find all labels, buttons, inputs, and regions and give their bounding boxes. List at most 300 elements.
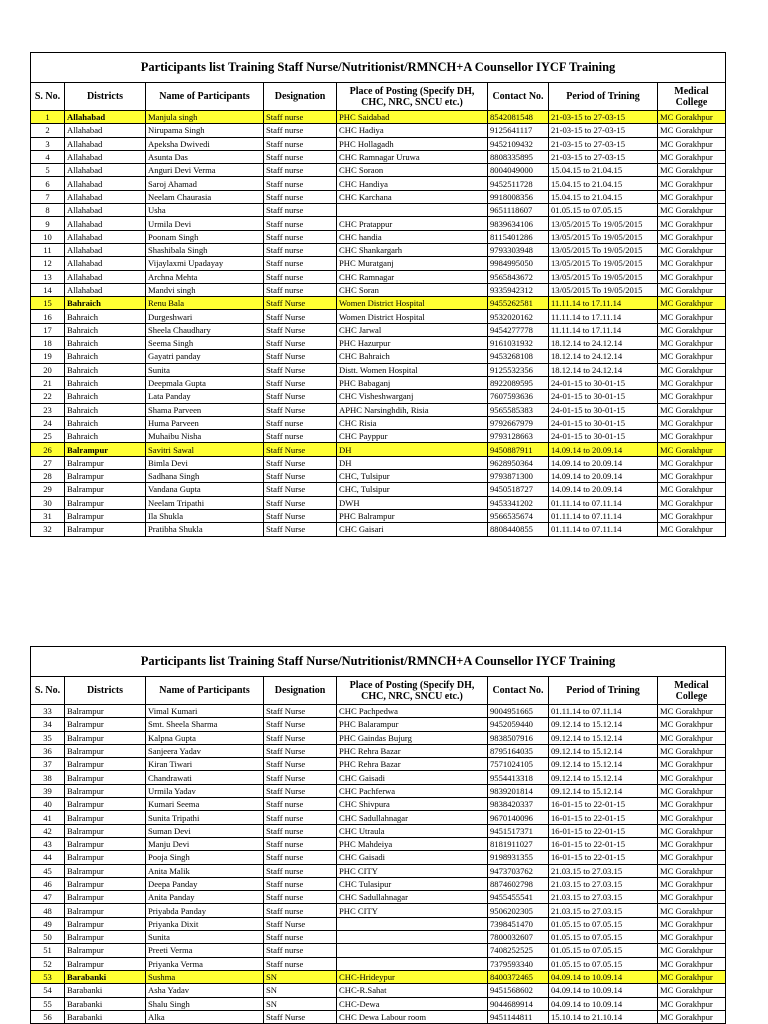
contact-number-cell: 9566535674: [488, 509, 549, 522]
training-period-cell: 09.12.14 to 15.12.14: [549, 784, 658, 797]
medical-college-cell: MC Gorakhpur: [658, 970, 726, 983]
header-row: [31, 677, 726, 705]
place-of-posting-cell: DH: [337, 443, 488, 456]
training-period-cell: 09.12.14 to 15.12.14: [549, 771, 658, 784]
contact-number-cell: 9004951665: [488, 705, 549, 718]
serial-number-cell: 46: [31, 877, 65, 890]
contact-number-cell: 9793128663: [488, 430, 549, 443]
column-header-training-period: Period of Trining: [549, 83, 658, 111]
table-row: [31, 718, 726, 731]
table-row: [31, 1010, 726, 1023]
designation-cell: Staff Nurse: [264, 509, 337, 522]
column-header-serial-number: S. No.: [31, 677, 65, 705]
place-of-posting-cell: CHC-R.Sahat: [337, 984, 488, 997]
designation-cell: Staff nurse: [264, 257, 337, 270]
designation-cell: Staff nurse: [264, 243, 337, 256]
designation-cell: Staff Nurse: [264, 403, 337, 416]
contact-number-cell: 9044689914: [488, 997, 549, 1010]
contact-number-cell: 9452109432: [488, 137, 549, 150]
contact-number-cell: 9506202305: [488, 904, 549, 917]
serial-number-cell: 55: [31, 997, 65, 1010]
column-header-medical-college: Medical College: [658, 83, 726, 111]
place-of-posting-cell: [337, 917, 488, 930]
designation-cell: Staff nurse: [264, 111, 337, 124]
participant-name-cell: Bimla Devi: [146, 456, 264, 469]
designation-cell: Staff Nurse: [264, 297, 337, 310]
serial-number-cell: 32: [31, 523, 65, 536]
participant-name-cell: Poonam Singh: [146, 230, 264, 243]
medical-college-cell: MC Gorakhpur: [658, 523, 726, 536]
designation-cell: Staff Nurse: [264, 731, 337, 744]
contact-number-cell: 8874602798: [488, 877, 549, 890]
serial-number-cell: 2: [31, 124, 65, 137]
district-cell: Balrampur: [65, 891, 146, 904]
serial-number-cell: 30: [31, 496, 65, 509]
district-cell: Allahabad: [65, 164, 146, 177]
training-period-cell: 18.12.14 to 24.12.14: [549, 350, 658, 363]
training-period-cell: 04.09.14 to 10.09.14: [549, 984, 658, 997]
contact-number-cell: 9838507916: [488, 731, 549, 744]
table-row: [31, 190, 726, 203]
medical-college-cell: MC Gorakhpur: [658, 470, 726, 483]
place-of-posting-cell: PHC Balarampur: [337, 718, 488, 731]
serial-number-cell: 18: [31, 337, 65, 350]
training-period-cell: 09.12.14 to 15.12.14: [549, 758, 658, 771]
designation-cell: Staff nurse: [264, 430, 337, 443]
medical-college-cell: MC Gorakhpur: [658, 984, 726, 997]
participant-name-cell: Priyanka Verma: [146, 957, 264, 970]
medical-college-cell: MC Gorakhpur: [658, 270, 726, 283]
place-of-posting-cell: CHC Sadullahnagar: [337, 811, 488, 824]
table-row: [31, 456, 726, 469]
training-period-cell: 09.12.14 to 15.12.14: [549, 744, 658, 757]
participant-name-cell: Kumari Seema: [146, 798, 264, 811]
training-period-cell: 15.04.15 to 21.04.15: [549, 164, 658, 177]
contact-number-cell: 9450518727: [488, 483, 549, 496]
district-cell: Bahraich: [65, 390, 146, 403]
place-of-posting-cell: CHC Gaisadi: [337, 851, 488, 864]
participant-name-cell: Kiran Tiwari: [146, 758, 264, 771]
designation-cell: Staff nurse: [264, 904, 337, 917]
column-header-participant-name: Name of Participants: [146, 83, 264, 111]
serial-number-cell: 37: [31, 758, 65, 771]
table-row: [31, 944, 726, 957]
place-of-posting-cell: PHC Saidabad: [337, 111, 488, 124]
serial-number-cell: 24: [31, 416, 65, 429]
participant-name-cell: Shashibala Singh: [146, 243, 264, 256]
participant-name-cell: Smt. Sheela Sharma: [146, 718, 264, 731]
table-row: [31, 150, 726, 163]
table-row: [31, 824, 726, 837]
participant-name-cell: Nirupama Singh: [146, 124, 264, 137]
serial-number-cell: 34: [31, 718, 65, 731]
place-of-posting-cell: Women District Hospital: [337, 297, 488, 310]
table-row: [31, 731, 726, 744]
contact-number-cell: 7398451470: [488, 917, 549, 930]
training-period-cell: 04.09.14 to 10.09.14: [549, 970, 658, 983]
place-of-posting-cell: CHC Risia: [337, 416, 488, 429]
serial-number-cell: 16: [31, 310, 65, 323]
place-of-posting-cell: CHC Payppur: [337, 430, 488, 443]
designation-cell: Staff nurse: [264, 124, 337, 137]
header-row: [31, 83, 726, 111]
table-row: [31, 470, 726, 483]
contact-number-cell: 9125532356: [488, 363, 549, 376]
serial-number-cell: 38: [31, 771, 65, 784]
participant-name-cell: Sunita: [146, 363, 264, 376]
table-row: [31, 124, 726, 137]
place-of-posting-cell: [337, 931, 488, 944]
medical-college-cell: MC Gorakhpur: [658, 456, 726, 469]
designation-cell: Staff nurse: [264, 416, 337, 429]
medical-college-cell: MC Gorakhpur: [658, 150, 726, 163]
designation-cell: Staff nurse: [264, 877, 337, 890]
medical-college-cell: MC Gorakhpur: [658, 310, 726, 323]
district-cell: Balrampur: [65, 904, 146, 917]
medical-college-cell: MC Gorakhpur: [658, 204, 726, 217]
table-row: [31, 758, 726, 771]
training-period-cell: 16-01-15 to 22-01-15: [549, 851, 658, 864]
district-cell: Bahraich: [65, 323, 146, 336]
medical-college-cell: MC Gorakhpur: [658, 811, 726, 824]
column-header-district: Districts: [65, 677, 146, 705]
place-of-posting-cell: CHC Shivpura: [337, 798, 488, 811]
contact-number-cell: 8808335895: [488, 150, 549, 163]
district-cell: Allahabad: [65, 270, 146, 283]
medical-college-cell: MC Gorakhpur: [658, 443, 726, 456]
place-of-posting-cell: APHC Narsinghdih, Risia: [337, 403, 488, 416]
designation-cell: Staff nurse: [264, 177, 337, 190]
column-header-medical-college: Medical College: [658, 677, 726, 705]
participant-name-cell: Archna Mehta: [146, 270, 264, 283]
serial-number-cell: 25: [31, 430, 65, 443]
designation-cell: Staff nurse: [264, 957, 337, 970]
district-cell: Balrampur: [65, 864, 146, 877]
training-period-cell: 11.11.14 to 17.11.14: [549, 310, 658, 323]
medical-college-cell: MC Gorakhpur: [658, 430, 726, 443]
district-cell: Balrampur: [65, 483, 146, 496]
contact-number-cell: 9793871300: [488, 470, 549, 483]
column-header-training-period: Period of Trining: [549, 677, 658, 705]
medical-college-cell: MC Gorakhpur: [658, 824, 726, 837]
participant-name-cell: Asha Yadav: [146, 984, 264, 997]
contact-number-cell: 9455262581: [488, 297, 549, 310]
contact-number-cell: 9651118607: [488, 204, 549, 217]
medical-college-cell: MC Gorakhpur: [658, 177, 726, 190]
designation-cell: Staff Nurse: [264, 718, 337, 731]
district-cell: Allahabad: [65, 230, 146, 243]
table-row: [31, 204, 726, 217]
contact-number-cell: 9450887911: [488, 443, 549, 456]
serial-number-cell: 12: [31, 257, 65, 270]
serial-number-cell: 29: [31, 483, 65, 496]
training-period-cell: 13/05/2015 To 19/05/2015: [549, 257, 658, 270]
participant-name-cell: Sunita Tripathi: [146, 811, 264, 824]
medical-college-cell: MC Gorakhpur: [658, 283, 726, 296]
training-period-cell: 01.11.14 to 07.11.14: [549, 509, 658, 522]
table-row: [31, 430, 726, 443]
participant-name-cell: Neelam Chaurasia: [146, 190, 264, 203]
district-cell: Bahraich: [65, 416, 146, 429]
training-period-cell: 24-01-15 to 30-01-15: [549, 403, 658, 416]
medical-college-cell: MC Gorakhpur: [658, 164, 726, 177]
training-period-cell: 21.03.15 to 27.03.15: [549, 864, 658, 877]
medical-college-cell: MC Gorakhpur: [658, 483, 726, 496]
designation-cell: SN: [264, 970, 337, 983]
participant-name-cell: Saroj Ahamad: [146, 177, 264, 190]
designation-cell: Staff nurse: [264, 150, 337, 163]
table-row: [31, 891, 726, 904]
designation-cell: Staff nurse: [264, 891, 337, 904]
participant-name-cell: Kalpna Gupta: [146, 731, 264, 744]
district-cell: Barabanki: [65, 970, 146, 983]
participant-name-cell: Sadhana Singh: [146, 470, 264, 483]
serial-number-cell: 54: [31, 984, 65, 997]
medical-college-cell: MC Gorakhpur: [658, 997, 726, 1010]
table-row: [31, 837, 726, 850]
district-cell: Balrampur: [65, 851, 146, 864]
training-period-cell: 21-03-15 to 27-03-15: [549, 137, 658, 150]
participant-name-cell: Usha: [146, 204, 264, 217]
participant-name-cell: Neelam Tripathi: [146, 496, 264, 509]
participant-name-cell: Manjula singh: [146, 111, 264, 124]
training-period-cell: 01.05.15 to 07.05.15: [549, 204, 658, 217]
medical-college-cell: MC Gorakhpur: [658, 798, 726, 811]
table-row: [31, 917, 726, 930]
district-cell: Allahabad: [65, 124, 146, 137]
participant-name-cell: Alka: [146, 1010, 264, 1023]
district-cell: Allahabad: [65, 111, 146, 124]
table-row: [31, 984, 726, 997]
place-of-posting-cell: CHC Dewa Labour room: [337, 1010, 488, 1023]
training-period-cell: 16-01-15 to 22-01-15: [549, 837, 658, 850]
training-period-cell: 01.11.14 to 07.11.14: [549, 523, 658, 536]
table-row: [31, 403, 726, 416]
training-period-cell: 15.04.15 to 21.04.15: [549, 177, 658, 190]
medical-college-cell: MC Gorakhpur: [658, 190, 726, 203]
training-period-cell: 24-01-15 to 30-01-15: [549, 430, 658, 443]
medical-college-cell: MC Gorakhpur: [658, 509, 726, 522]
training-period-cell: 18.12.14 to 24.12.14: [549, 337, 658, 350]
serial-number-cell: 20: [31, 363, 65, 376]
training-period-cell: 01.11.14 to 07.11.14: [549, 496, 658, 509]
table-row: [31, 376, 726, 389]
serial-number-cell: 56: [31, 1010, 65, 1023]
training-period-cell: 16-01-15 to 22-01-15: [549, 798, 658, 811]
place-of-posting-cell: CHC Karchana: [337, 190, 488, 203]
place-of-posting-cell: CHC Utraula: [337, 824, 488, 837]
table-title: Participants list Training Staff Nurse/Nutritionist/RMNCH+A Counsellor IYCF Training: [31, 53, 726, 83]
serial-number-cell: 3: [31, 137, 65, 150]
designation-cell: Staff Nurse: [264, 456, 337, 469]
serial-number-cell: 52: [31, 957, 65, 970]
contact-number-cell: 9451568602: [488, 984, 549, 997]
serial-number-cell: 42: [31, 824, 65, 837]
medical-college-cell: MC Gorakhpur: [658, 257, 726, 270]
place-of-posting-cell: CHC-Hrideypur: [337, 970, 488, 983]
serial-number-cell: 39: [31, 784, 65, 797]
participant-name-cell: Deepa Panday: [146, 877, 264, 890]
designation-cell: Staff nurse: [264, 137, 337, 150]
place-of-posting-cell: CHC-Dewa: [337, 997, 488, 1010]
participant-name-cell: Sushma: [146, 970, 264, 983]
district-cell: Balrampur: [65, 931, 146, 944]
serial-number-cell: 31: [31, 509, 65, 522]
district-cell: Bahraich: [65, 403, 146, 416]
place-of-posting-cell: DWH: [337, 496, 488, 509]
contact-number-cell: 8542081548: [488, 111, 549, 124]
place-of-posting-cell: PHC Balrampur: [337, 509, 488, 522]
participants-table-1: [30, 52, 726, 537]
training-period-cell: 21.03.15 to 27.03.15: [549, 891, 658, 904]
medical-college-cell: MC Gorakhpur: [658, 758, 726, 771]
serial-number-cell: 5: [31, 164, 65, 177]
contact-number-cell: 9565585383: [488, 403, 549, 416]
place-of-posting-cell: PHC CITY: [337, 864, 488, 877]
designation-cell: Staff Nurse: [264, 337, 337, 350]
district-cell: Allahabad: [65, 177, 146, 190]
place-of-posting-cell: PHC Babaganj: [337, 376, 488, 389]
column-header-district: Districts: [65, 83, 146, 111]
table-row: [31, 217, 726, 230]
participant-name-cell: Vimal Kumari: [146, 705, 264, 718]
serial-number-cell: 50: [31, 931, 65, 944]
table-row: [31, 297, 726, 310]
participant-name-cell: Deepmala Gupta: [146, 376, 264, 389]
contact-number-cell: 9161031932: [488, 337, 549, 350]
table-row: [31, 523, 726, 536]
serial-number-cell: 40: [31, 798, 65, 811]
table-row: [31, 243, 726, 256]
contact-number-cell: 9984995050: [488, 257, 549, 270]
table-row: [31, 164, 726, 177]
serial-number-cell: 21: [31, 376, 65, 389]
column-header-designation: Designation: [264, 83, 337, 111]
designation-cell: Staff nurse: [264, 798, 337, 811]
serial-number-cell: 27: [31, 456, 65, 469]
contact-number-cell: 9918008356: [488, 190, 549, 203]
place-of-posting-cell: PHC Mahdeiya: [337, 837, 488, 850]
participant-name-cell: Apeksha Dwivedi: [146, 137, 264, 150]
table-row: [31, 137, 726, 150]
medical-college-cell: MC Gorakhpur: [658, 496, 726, 509]
place-of-posting-cell: CHC Jarwal: [337, 323, 488, 336]
designation-cell: Staff Nurse: [264, 1010, 337, 1023]
designation-cell: Staff Nurse: [264, 443, 337, 456]
participant-name-cell: Shama Parveen: [146, 403, 264, 416]
participant-name-cell: Ila Shukla: [146, 509, 264, 522]
district-cell: Balrampur: [65, 824, 146, 837]
designation-cell: Staff Nurse: [264, 390, 337, 403]
serial-number-cell: 53: [31, 970, 65, 983]
contact-number-cell: 8004049000: [488, 164, 549, 177]
table-row: [31, 771, 726, 784]
participant-name-cell: Sanjeera Yadav: [146, 744, 264, 757]
participant-name-cell: Anguri Devi Verma: [146, 164, 264, 177]
designation-cell: Staff nurse: [264, 944, 337, 957]
column-header-contact-number: Contact No.: [488, 677, 549, 705]
place-of-posting-cell: CHC Handiya: [337, 177, 488, 190]
designation-cell: SN: [264, 984, 337, 997]
medical-college-cell: MC Gorakhpur: [658, 323, 726, 336]
training-period-cell: 11.11.14 to 17.11.14: [549, 297, 658, 310]
table-title: Participants list Training Staff Nurse/Nutritionist/RMNCH+A Counsellor IYCF Training: [31, 647, 726, 677]
serial-number-cell: 33: [31, 705, 65, 718]
participant-name-cell: Lata Panday: [146, 390, 264, 403]
serial-number-cell: 11: [31, 243, 65, 256]
designation-cell: Staff Nurse: [264, 470, 337, 483]
training-period-cell: 14.09.14 to 20.09.14: [549, 470, 658, 483]
participant-name-cell: Urmila Yadav: [146, 784, 264, 797]
district-cell: Bahraich: [65, 363, 146, 376]
participants-table-2: [30, 646, 726, 1024]
table-row: [31, 416, 726, 429]
designation-cell: SN: [264, 997, 337, 1010]
table-row: [31, 705, 726, 718]
medical-college-cell: MC Gorakhpur: [658, 891, 726, 904]
district-cell: Balrampur: [65, 784, 146, 797]
designation-cell: Staff Nurse: [264, 917, 337, 930]
training-period-cell: 15.10.14 to 21.10.14: [549, 1010, 658, 1023]
serial-number-cell: 10: [31, 230, 65, 243]
district-cell: Bahraich: [65, 337, 146, 350]
place-of-posting-cell: Women District Hospital: [337, 310, 488, 323]
training-period-cell: 13/05/2015 To 19/05/2015: [549, 283, 658, 296]
serial-number-cell: 9: [31, 217, 65, 230]
training-period-cell: 13/05/2015 To 19/05/2015: [549, 270, 658, 283]
district-cell: Bahraich: [65, 310, 146, 323]
participant-name-cell: Anita Panday: [146, 891, 264, 904]
district-cell: Balrampur: [65, 944, 146, 957]
district-cell: Balrampur: [65, 731, 146, 744]
table-row: [31, 337, 726, 350]
place-of-posting-cell: PHC Rehra Bazar: [337, 758, 488, 771]
serial-number-cell: 28: [31, 470, 65, 483]
contact-number-cell: 8400372465: [488, 970, 549, 983]
contact-number-cell: 9793303948: [488, 243, 549, 256]
district-cell: Balrampur: [65, 811, 146, 824]
column-header-place-of-posting: Place of Posting (Specify DH, CHC, NRC, SNCU etc.): [337, 677, 488, 705]
contact-number-cell: 9628950364: [488, 456, 549, 469]
medical-college-cell: MC Gorakhpur: [658, 771, 726, 784]
participant-name-cell: Manju Devi: [146, 837, 264, 850]
designation-cell: Staff nurse: [264, 230, 337, 243]
medical-college-cell: MC Gorakhpur: [658, 416, 726, 429]
district-cell: Allahabad: [65, 190, 146, 203]
district-cell: Balrampur: [65, 837, 146, 850]
place-of-posting-cell: [337, 957, 488, 970]
medical-college-cell: MC Gorakhpur: [658, 390, 726, 403]
training-period-cell: 01.05.15 to 07.05.15: [549, 957, 658, 970]
table-row: [31, 257, 726, 270]
district-cell: Balrampur: [65, 957, 146, 970]
participant-name-cell: Sheela Chaudhary: [146, 323, 264, 336]
participant-name-cell: Vandana Gupta: [146, 483, 264, 496]
table-row: [31, 851, 726, 864]
serial-number-cell: 23: [31, 403, 65, 416]
table-row: [31, 970, 726, 983]
place-of-posting-cell: DH: [337, 456, 488, 469]
district-cell: Balrampur: [65, 917, 146, 930]
training-period-cell: 21-03-15 to 27-03-15: [549, 150, 658, 163]
designation-cell: Staff Nurse: [264, 523, 337, 536]
training-period-cell: 21-03-15 to 27-03-15: [549, 124, 658, 137]
contact-number-cell: 9335942312: [488, 283, 549, 296]
participant-name-cell: Chandrawati: [146, 771, 264, 784]
designation-cell: Staff nurse: [264, 164, 337, 177]
place-of-posting-cell: CHC, Tulsipur: [337, 483, 488, 496]
place-of-posting-cell: CHC Pachferwa: [337, 784, 488, 797]
